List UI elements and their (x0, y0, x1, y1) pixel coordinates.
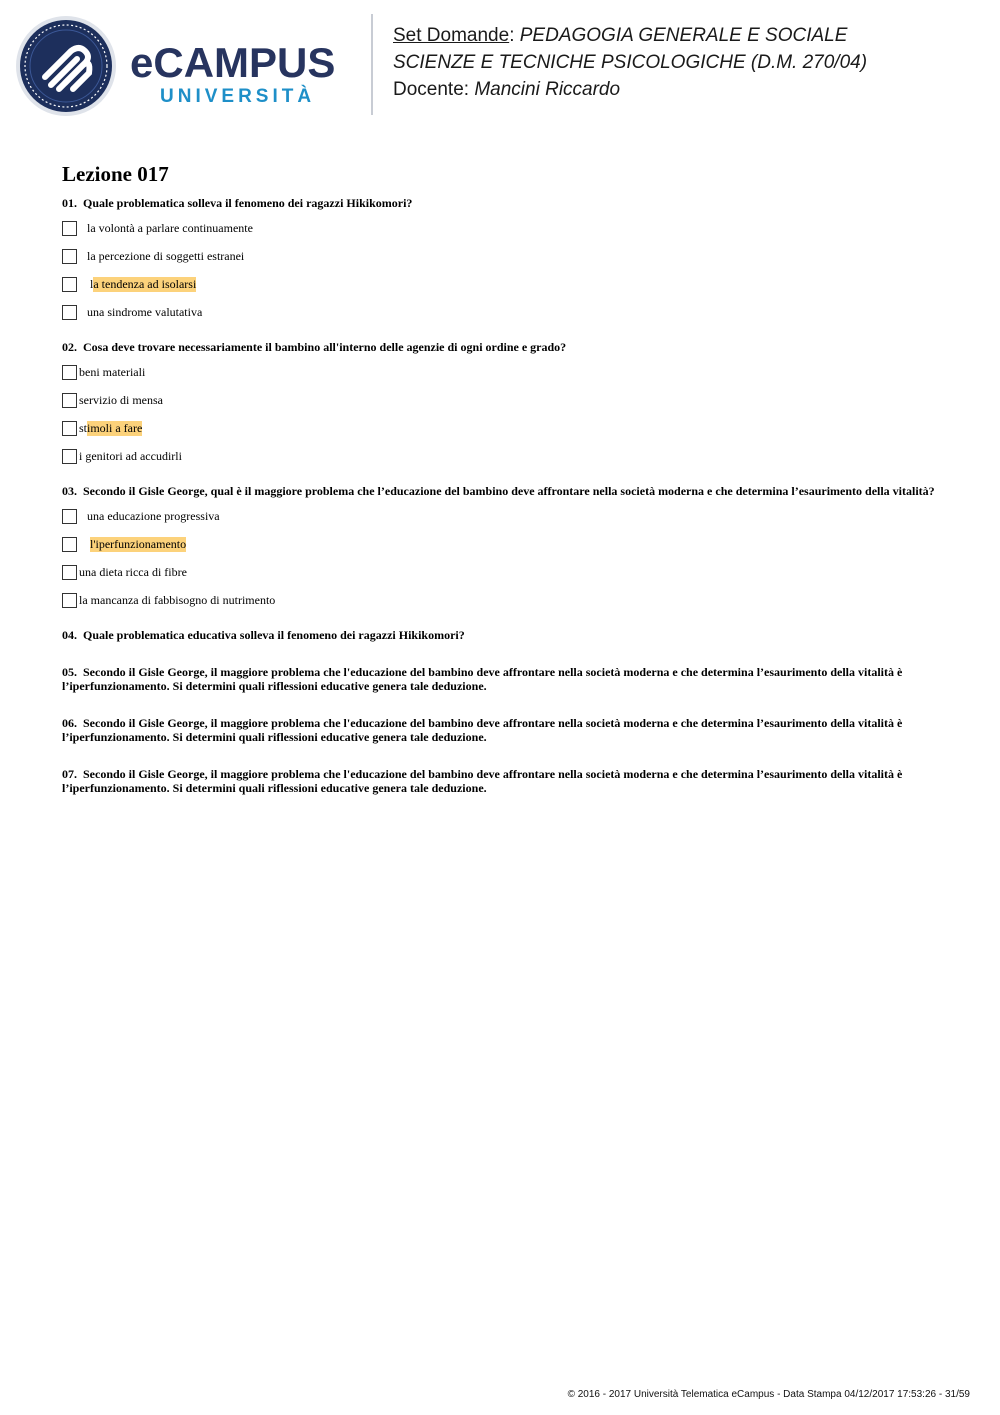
answer-option-highlighted[interactable] (62, 535, 942, 553)
page-footer: © 2016 - 2017 Università Telematica eCampus - Data Stampa 04/12/2017 17:53:26 - 31/59 (567, 1389, 970, 1400)
logo-main-text: eCAMPUS (130, 39, 336, 86)
question-text (62, 340, 942, 354)
teacher-name: Mancini Riccardo (474, 79, 621, 100)
question-body: Cosa deve trovare necessariamente il bambino all'interno delle agenzie di ogni ordine e grado? (83, 340, 567, 354)
course-line-2: SCIENZE E TECNICHE PSICOLOGICHE (D.M. 270/04) (393, 52, 868, 73)
answer-option[interactable] (62, 219, 942, 237)
question-body: Secondo il Gisle George, qual è il maggiore problema che l’educazione del bambino deve affrontare nella società moderna e che determina l’esaurimento della vitalità? (83, 484, 935, 498)
question-set (62, 160, 942, 818)
answer-checkbox[interactable] (62, 305, 77, 320)
answer-checkbox[interactable] (62, 221, 77, 236)
answer-option[interactable] (62, 363, 942, 381)
question-number: 07. (62, 767, 77, 781)
answer-checkbox[interactable] (62, 449, 77, 464)
answer-option[interactable] (62, 303, 942, 321)
answer-checkbox[interactable] (62, 537, 77, 552)
question-04 (62, 628, 942, 642)
ecampus-wordmark (130, 40, 360, 115)
question-01 (62, 196, 942, 321)
answer-option[interactable] (62, 563, 942, 581)
answer-checkbox[interactable] (62, 565, 77, 580)
question-body: Quale problematica solleva il fenomeno dei ragazzi Hikikomori? (83, 196, 413, 210)
answer-option-highlighted[interactable] (62, 419, 942, 437)
question-05 (62, 665, 942, 693)
header-divider (371, 14, 373, 115)
answer-highlight: a tendenza ad isolarsi (93, 276, 197, 291)
answer-checkbox[interactable] (62, 249, 77, 264)
question-number: 05. (62, 665, 77, 679)
answer-text: una educazione progressiva (87, 508, 220, 523)
answer-highlight: l'iperfunzionamento (90, 536, 187, 551)
set-line: Set Domande: PEDAGOGIA GENERALE E SOCIALE (393, 25, 848, 46)
answer-checkbox[interactable] (62, 593, 77, 608)
set-label: Set Domande (393, 25, 510, 46)
answer-checkbox[interactable] (62, 393, 77, 408)
answer-text: servizio di mensa (79, 392, 163, 407)
page-header (0, 0, 1000, 125)
question-number: 02. (62, 340, 77, 354)
course-line-1: PEDAGOGIA GENERALE E SOCIALE (519, 25, 848, 46)
answer-text: i genitori ad accudirli (79, 448, 182, 463)
answer-text: beni materiali (79, 364, 146, 379)
question-number: 01. (62, 196, 77, 210)
question-number: 04. (62, 628, 77, 642)
question-text (62, 665, 942, 693)
answer-option[interactable] (62, 247, 942, 265)
answer-option[interactable] (62, 507, 942, 525)
question-body: Secondo il Gisle George, il maggiore problema che l'educazione del bambino deve affrontare nella società moderna e che determina l’esaurimento della vitalità è l’iperfunzionamento. Si determini quali riflessioni educative genera tale deduzione. (62, 716, 903, 744)
answer-text: la volontà a parlare continuamente (87, 220, 253, 235)
teacher-label: Docente (393, 79, 464, 100)
question-body: Secondo il Gisle George, il maggiore problema che l'educazione del bambino deve affrontare nella società moderna e che determina l’esaurimento della vitalità è l’iperfunzionamento. Si determini quali riflessioni educative genera tale deduzione. (62, 767, 903, 795)
answer-text-prefix: st (79, 420, 88, 435)
question-body: Quale problematica educativa solleva il fenomeno dei ragazzi Hikikomori? (83, 628, 465, 642)
question-02 (62, 340, 942, 465)
answer-option[interactable] (62, 591, 942, 609)
question-text (62, 196, 942, 210)
question-body: Secondo il Gisle George, il maggiore problema che l'educazione del bambino deve affrontare nella società moderna e che determina l’esaurimento della vitalità è l’iperfunzionamento. Si determini quali riflessioni educative genera tale deduzione. (62, 665, 903, 693)
answer-checkbox[interactable] (62, 277, 77, 292)
teacher-line: Docente: Mancini Riccardo (393, 79, 621, 100)
question-03 (62, 484, 942, 609)
header-info (393, 22, 993, 103)
question-text (62, 484, 942, 498)
question-06 (62, 716, 942, 744)
logo-sub-text: UNIVERSITÀ (160, 86, 316, 107)
question-07 (62, 767, 942, 795)
question-text (62, 716, 942, 744)
answer-option[interactable] (62, 391, 942, 409)
answer-checkbox[interactable] (62, 365, 77, 380)
answer-text-prefix: l (87, 276, 94, 291)
question-text (62, 628, 942, 642)
question-number: 06. (62, 716, 77, 730)
answer-text: la mancanza di fabbisogno di nutrimento (79, 592, 276, 607)
question-number: 03. (62, 484, 77, 498)
answer-highlight: imoli a fare (87, 420, 143, 435)
answer-option[interactable] (62, 447, 942, 465)
answer-text: una sindrome valutativa (87, 304, 203, 319)
answer-text: la percezione di soggetti estranei (87, 248, 245, 263)
answer-option-highlighted[interactable] (62, 275, 942, 293)
answer-checkbox[interactable] (62, 509, 77, 524)
ecampus-emblem-icon (15, 15, 117, 117)
question-text (62, 767, 942, 795)
answer-checkbox[interactable] (62, 421, 77, 436)
lesson-title: Lezione 017 (62, 162, 169, 186)
answer-text: una dieta ricca di fibre (79, 564, 187, 579)
